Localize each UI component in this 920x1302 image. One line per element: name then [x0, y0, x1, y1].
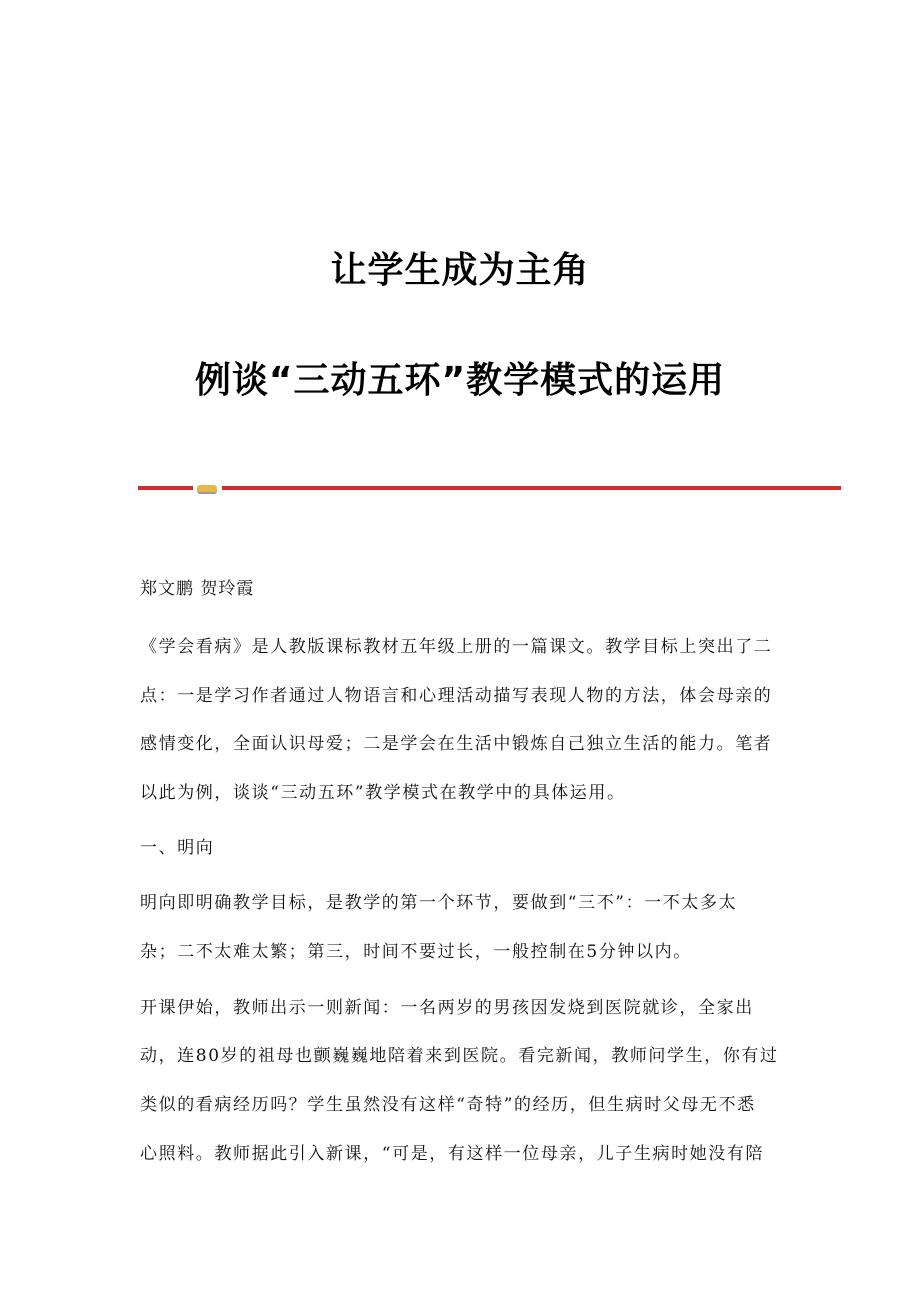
paragraph-line: 类似的看病经历吗？学生虽然没有这样“奇特”的经历，但生病时父母无不悉	[140, 1095, 756, 1115]
paragraph-line: 感情变化，全面认识母爱；二是学会在生活中锻炼自己独立生活的能力。笔者	[140, 734, 773, 754]
paragraph-line: 动，连80岁的祖母也颤巍巍地陪着来到医院。看完新闻，教师问学生，你有过	[140, 1046, 779, 1066]
paragraph-line: 心照料。教师据此引入新课，“可是，有这样一位母亲，儿子生病时她没有陪	[140, 1144, 765, 1164]
paragraph-line: 杂；二不太难太繁；第三，时间不要过长，一般控制在5分钟以内。	[140, 942, 692, 962]
document-subtitle: 例谈“三动五环”教学模式的运用	[194, 359, 726, 401]
authors-line: 郑文鹏 贺玲霞	[140, 579, 255, 599]
document-title: 让学生成为主角	[330, 250, 590, 292]
paragraph-line: 明向即明确教学目标，是教学的第一个环节，要做到“三不”：一不太多太	[140, 893, 738, 913]
paragraph-line: 以此为例，谈谈“三动五环”教学模式在教学中的具体运用。	[140, 783, 626, 803]
divider-ornament-icon	[197, 485, 217, 494]
paragraph-line: 开课伊始，教师出示一则新闻：一名两岁的男孩因发烧到医院就诊，全家出	[140, 998, 754, 1018]
paragraph-line: 《学会看病》是人教版课标教材五年级上册的一篇课文。教学目标上突出了二	[140, 637, 773, 657]
divider-bar-right	[222, 486, 841, 490]
section-heading: 一、明向	[140, 838, 215, 858]
title-divider	[138, 485, 841, 493]
divider-bar-left	[138, 486, 193, 490]
paragraph-line: 点：一是学习作者通过人物语言和心理活动描写表现人物的方法，体会母亲的	[140, 686, 773, 706]
